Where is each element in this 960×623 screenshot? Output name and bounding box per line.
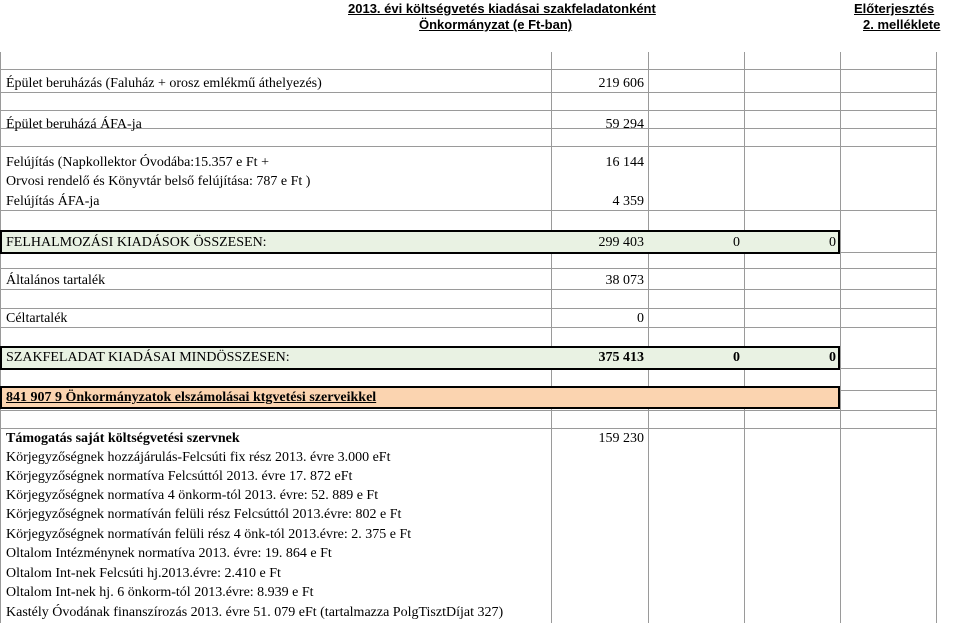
- detail-line: Oltalom Int-nek hj. 6 önkorm-tól 2013.évre: 8.939 e Ft: [6, 585, 314, 600]
- row-line: [0, 69, 936, 70]
- col-line: [744, 52, 745, 623]
- row-label: Épület beruházás (Faluház + orosz emlékmű áthelyezés): [6, 76, 322, 91]
- row-line: [0, 268, 936, 269]
- total-amount: 375 413: [598, 350, 644, 365]
- col-line: [936, 52, 937, 623]
- detail-line: Körjegyzőségnek normatíván felüli rész 4 önk-tól 2013.évre: 2. 375 e Ft: [6, 527, 412, 542]
- row-label: Orvosi rendelő és Könyvtár belső felújítása: 787 e Ft ): [6, 174, 311, 189]
- row-line: [0, 410, 936, 411]
- row-amount: 219 606: [598, 76, 644, 91]
- status-label: Előterjesztés: [854, 1, 935, 16]
- total-col3: 0: [829, 350, 836, 365]
- row-line: [0, 210, 936, 211]
- document-subtitle: Önkormányzat (e Ft-ban): [419, 17, 573, 32]
- col-line: [840, 52, 841, 623]
- row-label: Általános tartalék: [6, 273, 106, 288]
- detail-line: Körjegyzőségnek normatíva 4 önkorm-tól 2013. évre: 52. 889 e Ft: [6, 488, 379, 503]
- row-label: Épület beruházá ÁFA-ja: [6, 117, 142, 132]
- row-line: [0, 428, 936, 429]
- detail-line: Körjegyzőségnek normatíván felüli rész Felcsúttól 2013.évre: 802 e Ft: [6, 507, 402, 522]
- detail-line: Körjegyzőségnek hozzájárulás-Felcsúti fix rész 2013. évre 3.000 eFt: [6, 450, 391, 465]
- detail-line: Kastély Óvodának finanszírozás 2013. évre 51. 079 eFt (tartalmazza PolgTisztDíjat 327): [6, 605, 504, 620]
- document-title: 2013. évi költségvetés kiadásai szakfeladatonként: [348, 1, 656, 16]
- row-line: [0, 110, 936, 111]
- row-amount: 4 359: [612, 194, 644, 209]
- annex-label: 2. melléklete: [863, 17, 941, 32]
- total-col3: 0: [829, 235, 836, 250]
- total-amount: 299 403: [598, 235, 644, 250]
- total-col2: 0: [733, 350, 740, 365]
- total-col2: 0: [733, 235, 740, 250]
- row-amount: 38 073: [605, 273, 644, 288]
- row-amount: 16 144: [605, 155, 644, 170]
- col-line: [0, 52, 1, 623]
- row-line: [0, 289, 936, 290]
- support-amount: 159 230: [598, 431, 644, 446]
- detail-line: Oltalom Int-nek Felcsúti hj.2013.évre: 2.410 e Ft: [6, 566, 281, 581]
- total-label: SZAKFELADAT KIADÁSAI MINDÖSSZESEN:: [6, 350, 290, 365]
- row-label: Céltartalék: [6, 311, 68, 326]
- total-label: FELHALMOZÁSI KIADÁSOK ÖSSZESEN:: [6, 235, 267, 250]
- col-line: [648, 52, 649, 623]
- row-label: Felújítás ÁFA-ja: [6, 194, 100, 209]
- row-amount: 0: [637, 311, 644, 326]
- col-line: [551, 52, 552, 623]
- row-line: [0, 92, 936, 93]
- row-line: [0, 327, 936, 328]
- row-line: [0, 146, 936, 147]
- row-label: Felújítás (Napkollektor Óvodába:15.357 e Ft +: [6, 155, 269, 170]
- row-amount: 59 294: [605, 117, 644, 132]
- detail-line: Körjegyzőségnek normatíva Felcsúttól 2013. évre 17. 872 eFt: [6, 469, 353, 484]
- detail-line: Oltalom Intézménynek normatíva 2013. évre: 19. 864 e Ft: [6, 546, 332, 561]
- section-title: 841 907 9 Önkormányzatok elszámolásai ktgvetési szerveikkel: [6, 390, 377, 405]
- support-label: Támogatás saját költségvetési szervnek: [6, 431, 240, 446]
- row-line: [0, 308, 936, 309]
